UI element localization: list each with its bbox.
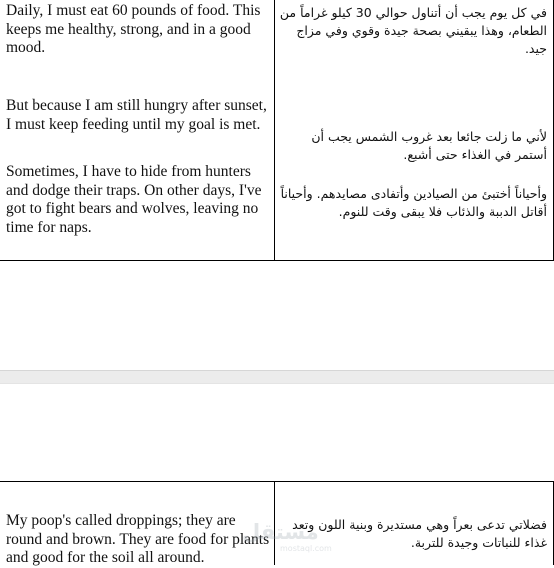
arabic-paragraph-food: في كل يوم يجب أن أتناول حوالي 30 كيلو غراماً من الطعام، وهذا يبقيني بصحة جيدة وقوي وفي مزاج جيد. [279, 5, 547, 56]
english-paragraph-droppings: My poop's called droppings; they are round and brown. They are food for plants and good for the soil all around. [6, 512, 270, 566]
arabic-paragraph-droppings: فضلاتي تدعى بعراً وهي مستديرة وبنية اللون وتعد غذاء للنباتات وجيدة للتربة. [292, 517, 547, 550]
page-break [0, 370, 554, 384]
english-paragraph-food: Daily, I must eat 60 pounds of food. This keeps me healthy, strong, and in a good mood. [6, 2, 261, 56]
english-paragraph-sunset: But because I am still hungry after sunset, I must keep feeding until my goal is met. [6, 97, 267, 133]
english-paragraph-hunters: Sometimes, I have to hide from hunters and dodge their traps. On other days, I've got to fight bears and wolves, leaving no time for naps. [6, 163, 262, 236]
watermark-logo: مستقل [242, 520, 319, 544]
watermark-domain: mostaql.com [280, 544, 332, 553]
english-cell [0, 482, 275, 565]
arabic-cell [275, 482, 554, 565]
english-cell [0, 0, 275, 260]
arabic-paragraph-sunset: لأني ما زلت جائعا بعد غروب الشمس يجب أن أستمر في الغذاء حتى أشبع. [311, 129, 547, 162]
arabic-paragraph-hunters: وأحياناً أختبئ من الصيادين وأتفادى مصايدهم. وأحياناً أقاتل الدببة والذئاب فلا يبقى وقت للنوم. [280, 186, 547, 219]
story-table-bottom [0, 481, 554, 565]
arabic-cell [275, 0, 554, 260]
story-table-top [0, 0, 554, 261]
